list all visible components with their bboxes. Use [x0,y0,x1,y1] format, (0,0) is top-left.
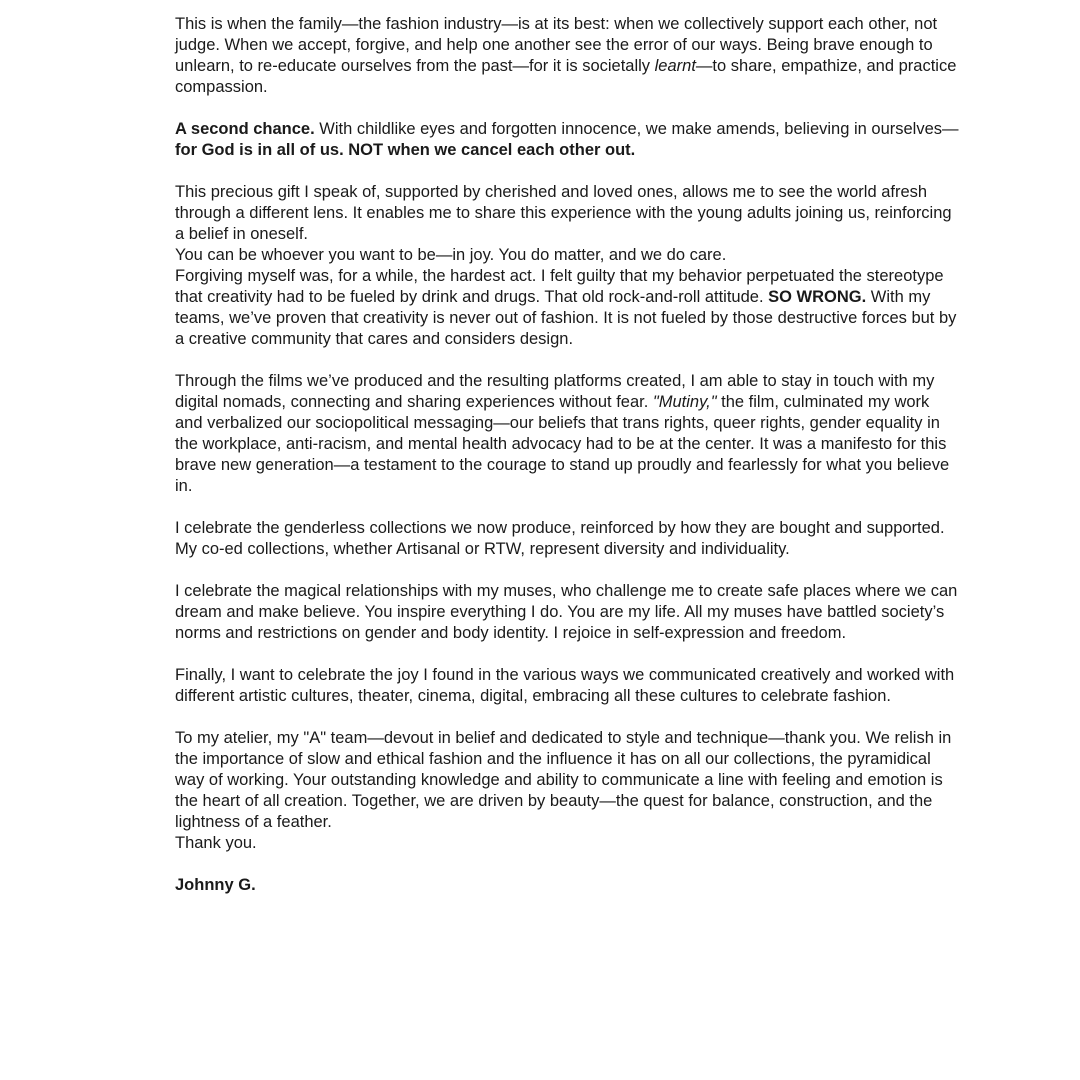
genderless-text: I celebrate the genderless collections we now produce, reinforced by how they are bought and supported. My co-ed collections, whether Artisanal or RTW, represent diversity and individuality. [175,519,945,558]
opening-italic-word: learnt [654,57,696,75]
forgiving-text-end: With my teams, we’ve proven that creativity is never out of fashion. It is not fueled by those destructive forces but by a creative community that cares and considers design. [175,288,957,348]
paragraph-opening [175,14,959,98]
atelier-text: To my atelier, my "A" team—devout in belief and dedicated to style and technique—thank you. We relish in the importance of slow and ethical fashion and the influence it has on all our collections, the pyramidical way of working. Your outstanding knowledge and ability to communicate a line with feeling and emotion is the heart of all creation. Together, we are driven by beauty—the quest for balance, construction, and the lightness of a feather. [175,729,952,831]
forgiving-text: Forgiving myself was, for a while, the hardest act. I felt guilty that my behavior perpetuated the stereotype that creativity had to be fueled by drink and drugs. That old rock-and-roll attitude. [175,267,944,306]
second-chance-tail: for God is in all of us. NOT when we cancel each other out. [175,141,636,159]
paragraph-genderless [175,518,959,560]
second-chance-lead: A second chance. [175,120,315,138]
thank-you-line: Thank you. [175,834,257,852]
so-wrong-bold: SO WRONG. [768,288,867,306]
finally-text: Finally, I want to celebrate the joy I found in the various ways we communicated creatively and worked with different artistic cultures, theater, cinema, digital, embracing all these cultures to celebrate fashion. [175,666,955,705]
paragraph-second-chance [175,119,959,161]
opening-text-end: —to share, empathize, and practice compassion. [175,57,957,96]
paragraph-films [175,371,959,497]
precious-gift-line1: This precious gift I speak of, supported by cherished and loved ones, allows me to see the world afresh through a different lens. It enables me to share this experience with the young adults joining us, reinforcing a belief in oneself. [175,183,952,243]
films-text: Through the films we’ve produced and the resulting platforms created, I am able to stay in touch with my digital nomads, connecting and sharing experiences without fear. [175,372,935,411]
second-chance-middle: With childlike eyes and forgotten innocence, we make amends, believing in ourselves— [314,120,959,138]
paragraph-muses [175,581,959,644]
paragraph-finally [175,665,959,707]
films-text-end: the film, culminated my work and verbalized our sociopolitical messaging—our beliefs that trans rights, queer rights, gender equality in the workplace, anti-racism, and mental health advocacy had to be at the center. It was a manifesto for this brave new generation—a testament to the courage to stand up proudly and fearlessly for what you believe in. [175,393,950,495]
mutiny-title: "Mutiny," [652,393,717,411]
signature-name: Johnny G. [175,876,256,894]
opening-text: This is when the family—the fashion industry—is at its best: when we collectively support each other, not judge. When we accept, forgive, and help one another see the error of our ways. Being brave enough to unlearn, to re-educate ourselves from the past—for it is societally [175,15,938,75]
muses-text: I celebrate the magical relationships with my muses, who challenge me to create safe places where we can dream and make believe. You inspire everything I do. You are my life. All my muses have battled society’s norms and restrictions on gender and body identity. I rejoice in self-expression and freedom. [175,582,958,642]
letter-body [175,14,959,917]
signature [175,875,959,896]
paragraph-atelier [175,728,959,854]
precious-gift-line2: You can be whoever you want to be—in joy. You do matter, and we do care. [175,246,727,264]
paragraph-precious-gift [175,182,959,350]
